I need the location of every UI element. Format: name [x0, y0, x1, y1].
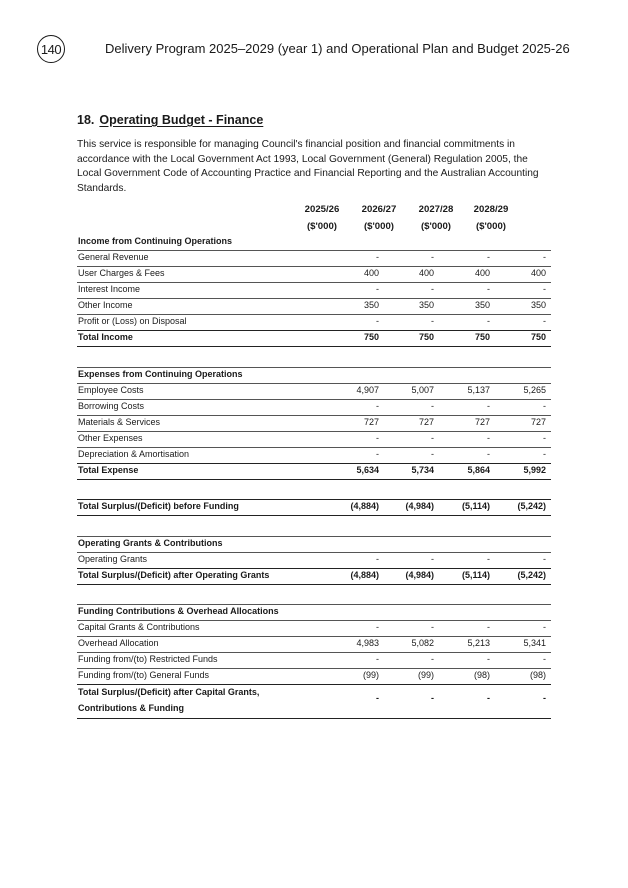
row-value: 5,992: [523, 465, 546, 475]
row-value: -: [376, 284, 379, 294]
row-label: Total Surplus/(Deficit) after Operating Grants: [78, 570, 270, 580]
page-number: 140: [40, 41, 62, 57]
row-value: 727: [418, 417, 434, 427]
row-value: 750: [530, 332, 546, 342]
section-name: Operating Budget - Finance: [99, 113, 264, 127]
table-row: [77, 282, 551, 298]
row-top-divider: [77, 463, 551, 464]
table-row: [77, 266, 551, 282]
row-label: Operating Grants & Contributions: [78, 538, 223, 548]
section-number: 18.: [77, 113, 95, 127]
row-value: 350: [418, 300, 434, 310]
table-section-heading: [77, 234, 551, 250]
section-intro: This service is responsible for managing Council's financial position and financial commitments in accordance with the Local Government Act 1993, Local Government (General) Regulation 2005, the Local Government Code of Accounting Practice and Financial Reporting and the Australian Accounting Standards.: [77, 139, 539, 194]
row-value: -: [543, 284, 546, 294]
row-value: 5,007: [411, 385, 434, 395]
row-value: -: [487, 654, 490, 664]
row-value: -: [543, 622, 546, 632]
document-header-title: Delivery Program 2025–2029 (year 1) and Operational Plan and Budget 2025-26: [105, 41, 570, 56]
column-year: 2027/28: [418, 204, 454, 215]
row-top-divider: [77, 536, 551, 537]
row-value: -: [431, 284, 434, 294]
row-label: Overhead Allocation: [78, 638, 159, 648]
table-total-row: [77, 463, 551, 479]
row-value: -: [431, 433, 434, 443]
row-value: -: [543, 433, 546, 443]
row-value: -: [376, 401, 379, 411]
row-value: -: [543, 554, 546, 564]
row-value: 5,634: [356, 465, 379, 475]
row-value: -: [543, 252, 546, 262]
row-label: Funding from/(to) General Funds: [78, 670, 210, 680]
row-label: Other Income: [78, 300, 133, 310]
column-unit: ($'000): [475, 221, 506, 232]
column-unit: ($'000): [363, 221, 394, 232]
row-top-divider: [77, 330, 551, 331]
table-row: [77, 383, 551, 399]
table-row: [77, 415, 551, 431]
row-value: -: [487, 316, 490, 326]
row-value: -: [376, 554, 379, 564]
row-value: -: [431, 401, 434, 411]
row-top-divider: [77, 568, 551, 569]
row-top-divider: [77, 367, 551, 368]
row-value: 5,341: [523, 638, 546, 648]
row-label: Total Surplus/(Deficit) before Funding: [78, 501, 239, 511]
row-value: (5,114): [461, 570, 490, 580]
row-label: Expenses from Continuing Operations: [78, 369, 243, 379]
row-value: 727: [530, 417, 546, 427]
table-row: [77, 552, 551, 568]
row-label: Funding Contributions & Overhead Allocations: [78, 606, 279, 616]
row-value: -: [376, 449, 379, 459]
row-value: 400: [530, 268, 546, 278]
row-label: Operating Grants: [78, 554, 148, 564]
row-value: -: [376, 433, 379, 443]
row-divider: [77, 584, 551, 585]
row-value: 750: [363, 332, 379, 342]
row-value: -: [431, 449, 434, 459]
row-top-divider: [77, 604, 551, 605]
row-value: 4,907: [356, 385, 379, 395]
row-label: Total Income: [78, 332, 133, 342]
row-value: -: [487, 284, 490, 294]
row-value: -: [543, 401, 546, 411]
row-label: User Charges & Fees: [78, 268, 165, 278]
row-value: -: [543, 693, 546, 703]
column-header: [292, 204, 352, 233]
column-year: 2028/29: [473, 204, 509, 215]
row-value: (5,242): [517, 570, 546, 580]
row-value: -: [543, 316, 546, 326]
row-label: Other Expenses: [78, 433, 143, 443]
row-label: Profit or (Loss) on Disposal: [78, 316, 187, 326]
row-top-divider: [77, 684, 551, 685]
row-value: -: [487, 252, 490, 262]
row-label: Total Surplus/(Deficit) after Capital Grants, Contributions & Funding: [78, 687, 260, 713]
row-value: 5,864: [467, 465, 490, 475]
row-value: -: [487, 693, 490, 703]
row-label: Income from Continuing Operations: [78, 236, 233, 246]
table-total-row: [77, 499, 551, 515]
table-row: [77, 250, 551, 266]
row-value: (5,114): [461, 501, 490, 511]
row-value: -: [376, 693, 379, 703]
column-unit: ($'000): [420, 221, 451, 232]
row-value: (4,984): [405, 501, 434, 511]
column-header: [461, 204, 521, 233]
row-value: -: [376, 654, 379, 664]
row-value: -: [431, 693, 434, 703]
row-divider: [77, 479, 551, 480]
table-total-row: [77, 568, 551, 584]
table-row: [77, 314, 551, 330]
row-value: (4,984): [405, 570, 434, 580]
row-value: (98): [529, 670, 546, 680]
row-label: Interest Income: [78, 284, 141, 294]
row-value: 5,734: [411, 465, 434, 475]
row-label: Total Expense: [78, 465, 139, 475]
row-value: (4,884): [350, 501, 379, 511]
page-number-badge: [37, 35, 65, 63]
row-value: 5,137: [467, 385, 490, 395]
row-value: -: [431, 622, 434, 632]
row-value: 350: [363, 300, 379, 310]
row-value: 750: [474, 332, 490, 342]
table-row: [77, 298, 551, 314]
row-value: -: [487, 554, 490, 564]
row-value: -: [431, 316, 434, 326]
row-value: 727: [363, 417, 379, 427]
table-row: [77, 447, 551, 463]
column-header: [349, 204, 409, 233]
row-label: General Revenue: [78, 252, 149, 262]
row-value: (99): [417, 670, 434, 680]
row-divider: [77, 515, 551, 516]
row-value: (98): [473, 670, 490, 680]
row-value: 400: [418, 268, 434, 278]
column-year: 2026/27: [361, 204, 397, 215]
row-value: -: [487, 433, 490, 443]
row-value: 400: [363, 268, 379, 278]
row-value: 5,213: [467, 638, 490, 648]
row-value: (4,884): [350, 570, 379, 580]
row-value: -: [376, 252, 379, 262]
row-value: -: [543, 654, 546, 664]
row-value: 5,265: [523, 385, 546, 395]
row-value: 4,983: [356, 638, 379, 648]
table-row: [77, 652, 551, 668]
table-section-heading: [77, 604, 551, 620]
table-row: [77, 399, 551, 415]
row-value: 350: [530, 300, 546, 310]
row-label: Employee Costs: [78, 385, 144, 395]
row-value: (99): [362, 670, 379, 680]
budget-table: [77, 0, 551, 888]
column-header: [406, 204, 466, 233]
row-value: -: [376, 622, 379, 632]
column-year: 2025/26: [304, 204, 340, 215]
table-row: [77, 636, 551, 652]
row-top-divider: [77, 499, 551, 500]
row-label: Depreciation & Amortisation: [78, 449, 190, 459]
row-value: 5,082: [411, 638, 434, 648]
table-row: [77, 620, 551, 636]
table-row: [77, 668, 551, 684]
row-value: 350: [474, 300, 490, 310]
table-section-heading: [77, 367, 551, 383]
row-label: Capital Grants & Contributions: [78, 622, 200, 632]
row-value: 727: [474, 417, 490, 427]
row-value: -: [431, 252, 434, 262]
column-unit: ($'000): [306, 221, 337, 232]
row-value: -: [487, 401, 490, 411]
row-value: -: [487, 622, 490, 632]
row-label: Borrowing Costs: [78, 401, 145, 411]
row-value: 400: [474, 268, 490, 278]
row-value: 750: [418, 332, 434, 342]
row-value: -: [431, 554, 434, 564]
table-section-heading: [77, 536, 551, 552]
row-label: Materials & Services: [78, 417, 161, 427]
row-label: Funding from/(to) Restricted Funds: [78, 654, 218, 664]
row-value: -: [487, 449, 490, 459]
table-total-row: [77, 330, 551, 346]
table-total-row: [77, 684, 551, 718]
row-divider: [77, 718, 551, 719]
row-value: -: [376, 316, 379, 326]
row-value: -: [431, 654, 434, 664]
table-row: [77, 431, 551, 447]
row-value: (5,242): [517, 501, 546, 511]
row-value: -: [543, 449, 546, 459]
row-divider: [77, 346, 551, 347]
